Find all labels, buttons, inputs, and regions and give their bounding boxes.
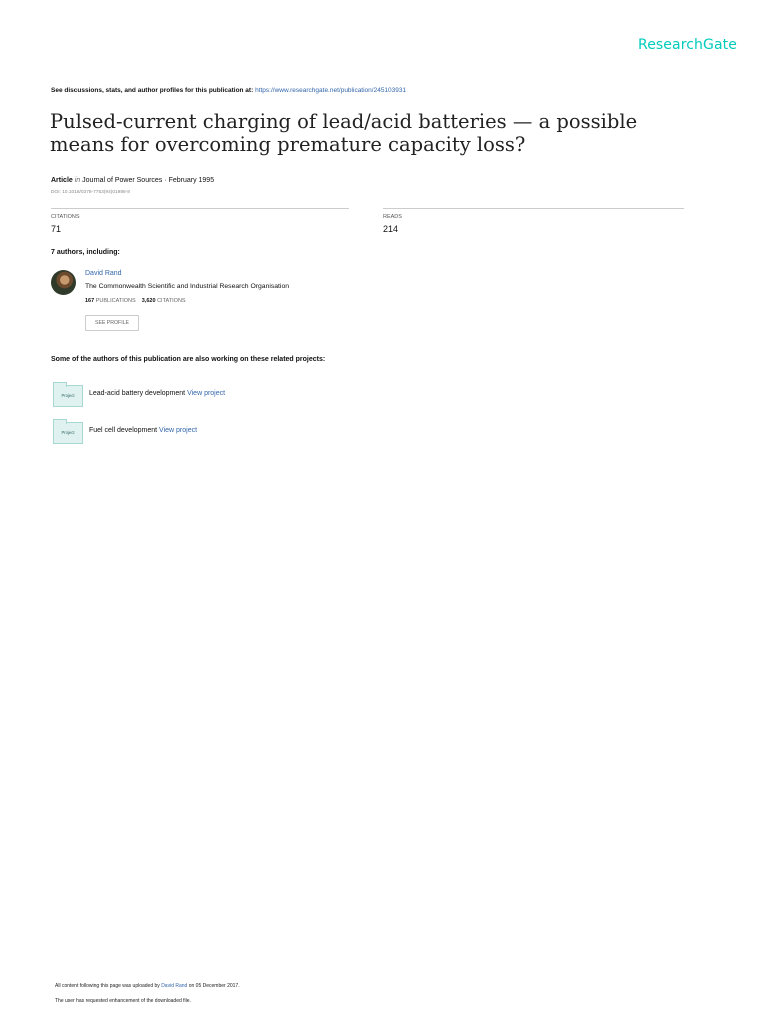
citations-divider (51, 208, 349, 209)
author-citations-label: CITATIONS (157, 298, 186, 304)
reads-divider (383, 208, 684, 209)
uploader-link[interactable]: David Rand (161, 983, 188, 989)
project-name: Lead-acid battery development (89, 390, 186, 397)
related-projects-heading: Some of the authors of this publication are also working on these related projects: (51, 356, 326, 363)
citations-label: CITATIONS (51, 214, 80, 220)
view-project-link[interactable]: View project (187, 390, 226, 397)
reads-value: 214 (383, 224, 399, 234)
view-project-link[interactable]: View project (159, 427, 198, 434)
article-date: February 1995 (168, 177, 215, 184)
article-type: Article (51, 177, 73, 184)
researchgate-logo[interactable]: ResearchGate (638, 37, 737, 53)
date-separator: · (164, 177, 167, 184)
reads-label: READS (383, 214, 402, 220)
project-folder-icon: Project (53, 422, 83, 444)
upload-prefix: All content following this page was uploaded by (55, 983, 160, 989)
project-name: Fuel cell development (89, 427, 158, 434)
authors-heading: 7 authors, including: (51, 249, 120, 256)
author-name-link[interactable]: David Rand (85, 270, 122, 277)
author-institution: The Commonwealth Scientific and Industrial Research Organisation (85, 283, 290, 290)
journal-name[interactable]: Journal of Power Sources (82, 177, 163, 184)
citations-value: 71 (51, 224, 62, 234)
avatar[interactable] (51, 270, 76, 295)
article-meta (51, 177, 214, 184)
discussion-prefix: See discussions, stats, and author profiles for this publication at: (51, 87, 254, 94)
enhancement-note: The user has requested enhancement of the downloaded file. (55, 998, 191, 1004)
project-item (89, 427, 197, 434)
project-item (89, 390, 225, 397)
discussion-banner (51, 87, 406, 94)
article-doi: DOI: 10.1016/0378-7753(94)01988-8 (51, 190, 130, 195)
publications-label: PUBLICATIONS (95, 298, 136, 304)
upload-notice (55, 983, 240, 989)
see-profile-button[interactable]: SEE PROFILE (85, 315, 139, 331)
article-in-word: in (74, 177, 81, 184)
author-citations-count: 3,620 (141, 298, 156, 304)
publications-count: 167 (85, 298, 95, 304)
article-title: Pulsed-current charging of lead/acid batteries — a possible means for overcoming premature capacity loss? (50, 110, 638, 156)
author-stats (85, 298, 186, 304)
project-folder-icon: Project (53, 385, 83, 407)
upload-suffix: on 05 December 2017. (188, 983, 240, 989)
publication-url-link[interactable]: https://www.researchgate.net/publication/245103931 (255, 87, 407, 94)
